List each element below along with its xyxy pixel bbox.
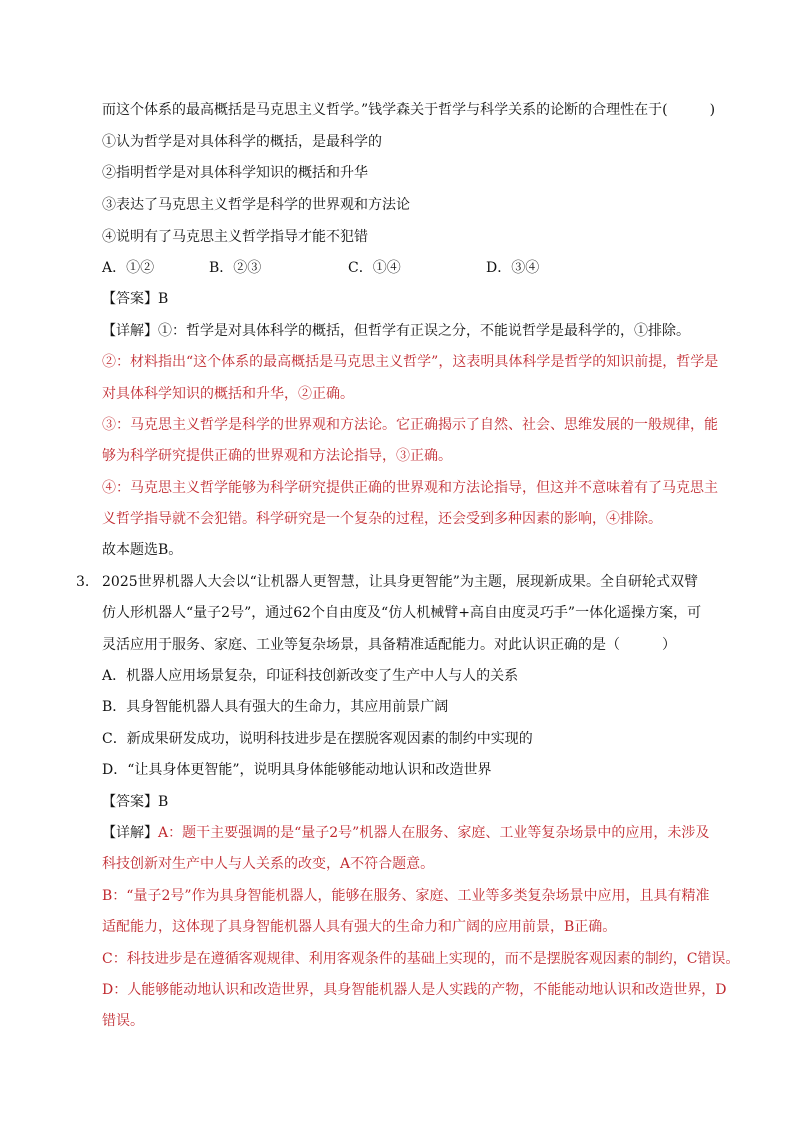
q3-analysis-line-5: C：科技进步是在遵循客观规律、利用客观条件的基础上实现的，而不是摆脱客观因素的制约，C错误。	[102, 951, 740, 967]
q2-option-a: A．①②	[102, 260, 155, 276]
q3-stem-line-2: 仿人形机器人“量子2号”，通过62个自由度及“仿人机械臂+高自由度灵巧手”一体化遥操方案，可	[102, 605, 702, 621]
q2-statement-4: ④说明有了马克思主义哲学指导才能不犯错	[102, 229, 368, 245]
q2-analysis-line-5: 够为科学研究提供正确的世界观和方法论指导，③正确。	[102, 448, 452, 464]
q2-statement-3: ③表达了马克思主义哲学是科学的世界观和方法论	[102, 197, 410, 213]
q2-stem-tail: 而这个体系的最高概括是马克思主义哲学。”钱学森关于哲学与科学关系的论断的合理性在于( )	[102, 102, 716, 118]
q2-option-b: B．②③	[209, 260, 262, 276]
q2-analysis-line-7: 义哲学指导就不会犯错。科学研究是一个复杂的过程，还会受到多种因素的影响，④排除。	[102, 511, 662, 527]
q3-analysis-label: 【详解】	[102, 825, 158, 841]
q2-analysis-line-3: 对具体科学知识的概括和升华，②正确。	[102, 386, 354, 402]
q2-conclusion: 故本题选B。	[102, 542, 183, 558]
q3-analysis-text-1: A：题干主要强调的是“量子2号”机器人在服务、家庭、工业等复杂场景中的应用，未涉及	[158, 825, 710, 841]
q2-answer: 【答案】B	[102, 291, 169, 307]
q3-stem-line-1: 2025世界机器人大会以“让机器人更智慧，让具身更智能”为主题，展现新成果。全自研轮式双臂	[102, 574, 698, 590]
q3-analysis-line-2: 科技创新对生产中人与人关系的改变，A不符合题意。	[102, 856, 435, 872]
q2-analysis-text-1: ①：哲学是对具体科学的概括，但哲学有正误之分，不能说哲学是最科学的，①排除。	[158, 323, 690, 339]
q2-analysis-line-4: ③：马克思主义哲学是科学的世界观和方法论。它正确揭示了自然、社会、思维发展的一般规律，能	[102, 417, 718, 433]
q2-statement-1: ①认为哲学是对具体科学的概括，是最科学的	[102, 134, 382, 150]
q2-statement-2: ②指明哲学是对具体科学知识的概括和升华	[102, 165, 368, 181]
q3-analysis-line-6: D：人能够能动地认识和改造世界，具身智能机器人是人实践的产物，不能能动地认识和改造世界，D	[102, 982, 727, 998]
q2-options	[102, 259, 722, 277]
q2-option-d: D．③④	[486, 260, 540, 276]
q2-option-c: C．①④	[348, 260, 401, 276]
q2-analysis-first	[102, 322, 722, 340]
q3-option-a: A．机器人应用场景复杂，印证科技创新改变了生产中人与人的关系	[102, 668, 519, 684]
q3-analysis-line-4: 适配能力，这体现了具身智能机器人具有强大的生命力和广阔的应用前景，B正确。	[102, 919, 617, 935]
q3-option-b: B．具身智能机器人具有强大的生命力，其应用前景广阔	[102, 699, 449, 715]
q3-option-c: C．新成果研发成功，说明科技进步是在摆脱客观因素的制约中实现的	[102, 731, 533, 747]
q2-analysis-label: 【详解】	[102, 323, 158, 339]
q3-analysis-line-3: B：“量子2号”作为具身智能机器人，能够在服务、家庭、工业等多类复杂场景中应用，且具有精准	[102, 888, 710, 904]
q2-analysis-line-6: ④：马克思主义哲学能够为科学研究提供正确的世界观和方法论指导，但这并不意味着有了马克思主	[102, 480, 718, 496]
q3-answer: 【答案】B	[102, 794, 169, 810]
q3-stem-line-3: 灵活应用于服务、家庭、工业等复杂场景，具备精准适配能力。对此认识正确的是（ ）	[102, 637, 676, 653]
q3-analysis-first	[102, 824, 722, 842]
q2-analysis-line-2: ②：材料指出“这个体系的最高概括是马克思主义哲学”，这表明具体科学是哲学的知识前提，哲学是	[102, 354, 719, 370]
q3-option-d: D．“让具身体更智能”，说明具身体能够能动地认识和改造世界	[102, 762, 492, 778]
q3-number: 3.	[76, 574, 90, 590]
q3-analysis-line-7: 错误。	[102, 1013, 144, 1029]
